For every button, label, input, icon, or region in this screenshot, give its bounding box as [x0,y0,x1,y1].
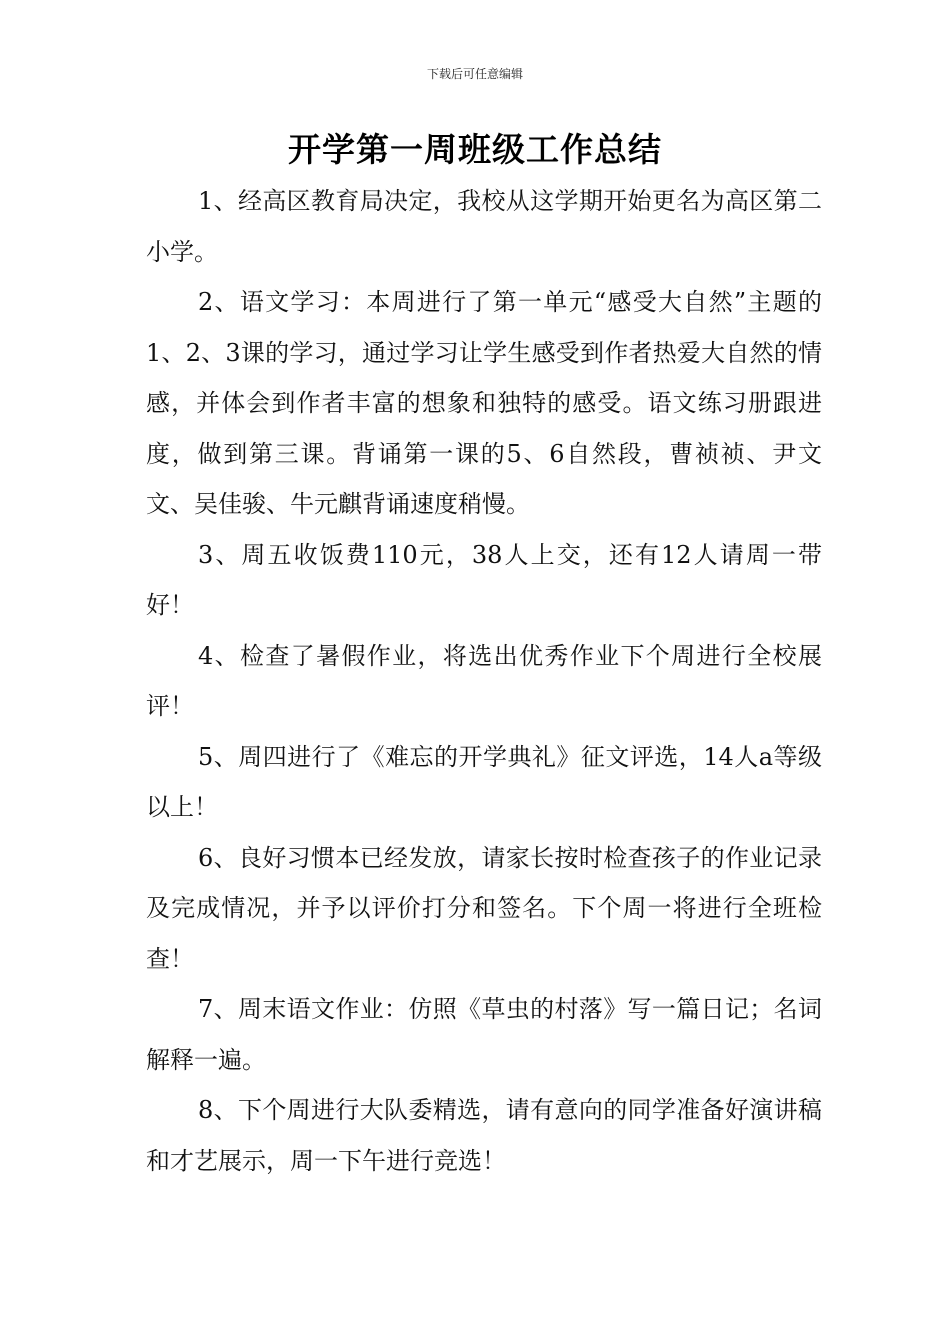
paragraph-2: 2、语文学习：本周进行了第一单元“感受大自然”主题的1、2、3课的学习，通过学习让学生感受到作者热爱大自然的情感，并体会到作者丰富的想象和独特的感受。语文练习册跟进度，做到第三课。背诵第一课的5、6自然段，曹祯祯、尹文文、吴佳骏、牛元麒背诵速度稍慢。 [146,288,822,518]
paragraph-8: 8、下个周进行大队委精选，请有意向的同学准备好演讲稿和才艺展示，周一下午进行竞选！ [146,1096,822,1175]
document-title: 开学第一周班级工作总结 [288,130,662,169]
paragraph-6: 6、良好习惯本已经发放，请家长按时检查孩子的作业记录及完成情况，并予以评价打分和签名。下个周一将进行全班检查！ [146,843,822,973]
paragraph-5: 5、周四进行了《难忘的开学典礼》征文评选，14人a等级以上！ [146,742,822,821]
document-body [146,176,822,1186]
paragraph-3: 3、周五收饭费110元，38人上交，还有12人请周一带好！ [146,540,822,619]
paragraph-7: 7、周末语文作业：仿照《草虫的村落》写一篇日记；名词解释一遍。 [146,995,822,1074]
paragraph-1: 1、经高区教育局决定，我校从这学期开始更名为高区第二小学。 [146,187,822,266]
paragraph-4: 4、检查了暑假作业，将选出优秀作业下个周进行全校展评！ [146,641,822,720]
header-note: 下载后可任意编辑 [426,67,523,81]
